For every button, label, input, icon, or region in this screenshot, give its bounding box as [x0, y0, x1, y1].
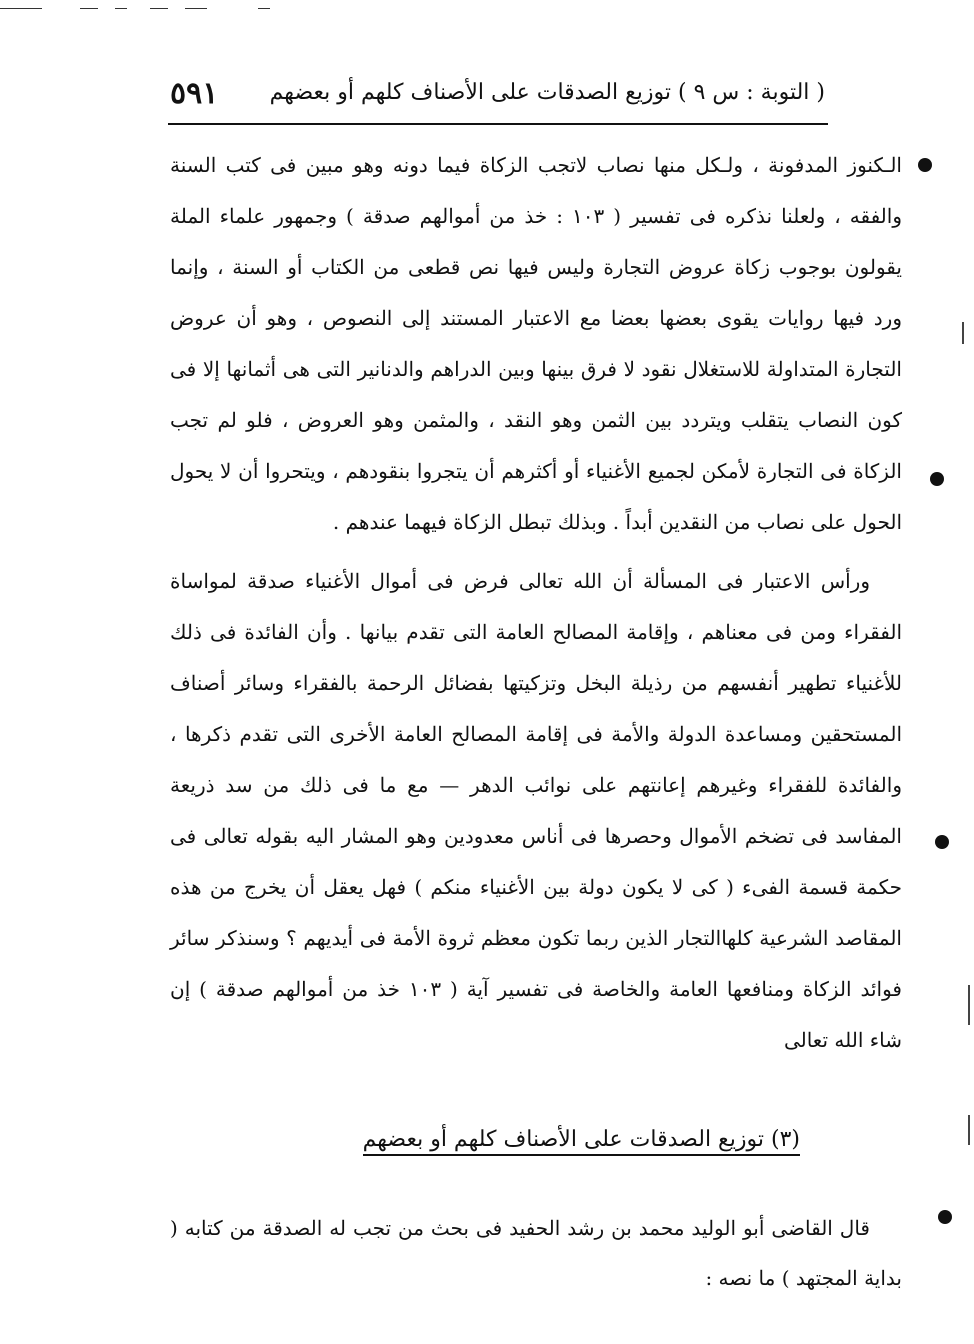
- paragraph-2: ورأس الاعتبار فى المسألة أن الله تعالى فرض فى أموال الأغنياء صدقة لمواساة الفقراء ومن فى معناهم ، وإقامة المصالح العامة التى تقدم بيانها . وأن الفائدة فى ذلك للأغنياء تطهير أنفسهم من رذيلة البخل وتزكيتها بفضائل الرحمة بالفقراء وسائر أصناف المستحقين ومساعدة الدولة والأمة فى إقامة المصالح العامة الأخرى التى تقدم ذكرها ، والفائدة للفقراء وغيرهم إعانتهم على نوائب الدهر — مع ما فى ذلك من سد ذريعة المفاسد فى تضخم الأموال وحصرها فى أناس معدودين وهو المشار اليه بقوله تعالى فى حكمة قسمة الفىء ( كى لا يكون دولة بين الأغنياء منكم ) فهل يعقل أن يخرج من هذه المقاصد الشرعية كلهاالتجار الذين ربما تكون معظم ثروة الأمة فى أيديهم ؟ وسنذكر سائر فوائد الزكاة ومنافعها العامة والخاصة فى تفسير آية ( ١٠٣ خذ من أموالهم صدقة ) إن شاء الله تعالى: [170, 569, 902, 1052]
- scan-artifact-line: [258, 8, 270, 9]
- scan-artifact-line: [115, 8, 127, 9]
- binding-hole-mark: [918, 158, 932, 172]
- page-number: ٥٩١: [170, 76, 219, 111]
- main-text: [170, 140, 902, 1066]
- scan-artifact-line: [0, 8, 42, 9]
- binding-hole-mark: [930, 472, 944, 486]
- header-divider: [168, 123, 828, 125]
- scan-artifact-line: [185, 8, 207, 9]
- scan-artifact-line: [150, 8, 168, 9]
- section-heading: [360, 1120, 800, 1160]
- binding-hole-mark: [938, 1210, 952, 1224]
- binding-hole-mark: [935, 835, 949, 849]
- margin-artifact: [968, 1115, 970, 1145]
- margin-artifact: [968, 985, 970, 1025]
- section-heading-text: (٣) توزيع الصدقات على الأصناف كلهم أو بعضهم: [363, 1127, 800, 1156]
- scan-artifact-line: [80, 8, 98, 9]
- section-intro-paragraph: قال القاضى أبو الوليد محمد بن رشد الحفيد فى بحث من تجب له الصدقة من كتابه ( بداية المجتهد ) ما نصه :: [170, 1216, 902, 1290]
- margin-artifact: [962, 322, 964, 344]
- running-title: ( التوبة : س ٩ ) توزيع الصدقات على الأصناف كلهم أو بعضهم: [269, 80, 825, 105]
- paragraph-1: الـكنوز المدفونة ، ولـكل منها نصاب لاتجب الزكاة فيما دونه وهو مبين فى كتب السنة والفقه ، ولعلنا نذكره فى تفسير ( ١٠٣ : خذ من أموالهم صدقة ) وجمهور علماء الملة يقولون بوجوب زكاة عروض التجارة وليس فيها نص قطعى من الكتاب أو السنة ، وإنما ورد فيها روايات يقوى بعضها بعضا مع الاعتبار المستند إلى النصوص ، وهو أن عروض التجارة المتداولة للاستغلال نقود لا فرق بينها وبين الدراهم والدنانير التى هى أثمانها إلا فى كون النصاب يتقلب ويتردد بين الثمن وهو النقد ، والمثمن وهو العروض ، فلو لم تجب الزكاة فى التجارة لأمكن لجميع الأغنياء أو أكثرهم أن يتجروا بنقودهم ، ويتحروا أن لا يحول الحول على نصاب من النقدين أبداً . وبذلك تبطل الزكاة فيهما عندهم .: [170, 153, 902, 534]
- page-header: [170, 76, 825, 120]
